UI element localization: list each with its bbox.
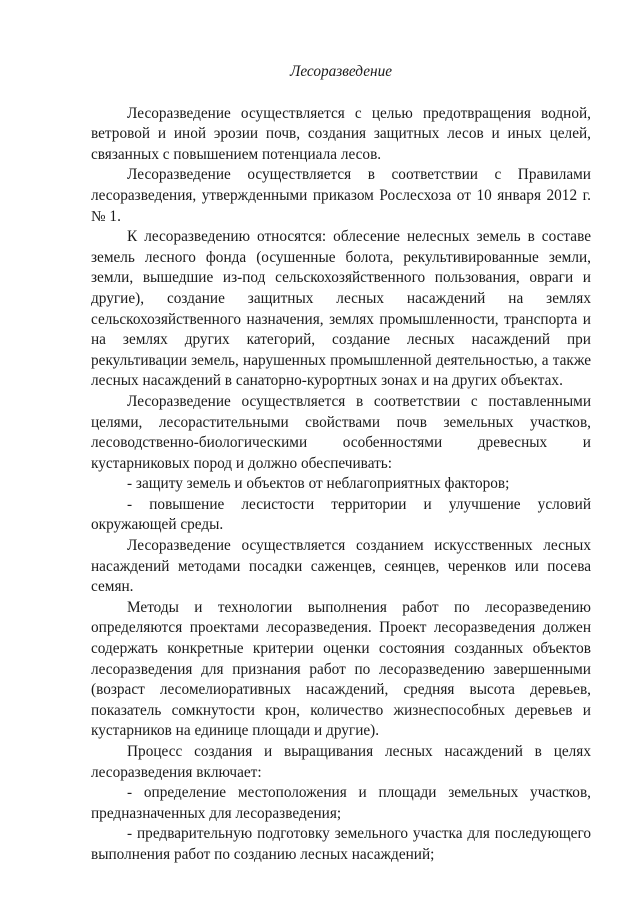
list-item-forest-cover: - повышение лесистости территории и улучшение условий окружающей среды. (91, 495, 591, 534)
paragraph-purpose: Лесоразведение осуществляется с целью предотвращения водной, ветровой и иной эрозии почв, создания защитных лесов и иных целей, связанных с повышением потенциала лесов. (91, 104, 591, 163)
paragraph-process: Процесс создания и выращивания лесных насаждений в целях лесоразведения включает: (91, 743, 591, 781)
paragraph-projects: Методы и технологии выполнения работ по лесоразведению определяются проектами лесоразведения. Проект лесоразведения должен содержать конкретные критерии оценки состояния созданных объектов лесоразведения для признания работ по лесоразведению завершенными (возраст лесомелиоративных насаждений, средняя высота деревьев, показатель сомкнутости крон, количество жизнеспособных деревьев и кустарников на единице площади и другие). (91, 598, 591, 740)
paragraph-scope: К лесоразведению относятся: облесение нелесных земель в составе земель лесного фонда (осушенные болота, рекультивированные земли, земли, вышедшие из-под сельскохозяйственного пользования, овраги и другие), создание защитных лесных насаждений на землях сельскохозяйственного назначения, землях промышленности, транспорта и на землях других категорий, создание лесных насаждений при рекультивации земель, нарушенных промышленной деятельностью, а также лесных насаждений в санаторно-курортных зонах и на других объектах. (91, 228, 591, 390)
list-item-location: - определение местоположения и площади земельных участков, предназначенных для лесоразведения; (91, 784, 591, 822)
list-item-protection: - защиту земель и объектов от неблагоприятных факторов; (127, 475, 510, 493)
paragraph-requirements: Лесоразведение осуществляется в соответствии с поставленными целями, лесорастительными свойствами почв земельных участков, лесоводственно-биологическими особенностями древесных и кустарниковых пород и должно обеспечивать: (91, 392, 591, 472)
document-page (91, 57, 591, 866)
list-item-preparation: - предварительную подготовку земельного участка для последующего выполнения работ по созданию лесных насаждений; (91, 825, 591, 863)
paragraph-methods: Лесоразведение осуществляется созданием искусственных лесных насаждений методами посадки саженцев, сеянцев, черенков или посева семян. (91, 537, 591, 596)
document-title: Лесоразведение (289, 63, 393, 80)
paragraph-rules: Лесоразведение осуществляется в соответствии с Правилами лесоразведения, утвержденными приказом Рослесхоза от 10 января 2012 г. № 1. (91, 166, 591, 225)
